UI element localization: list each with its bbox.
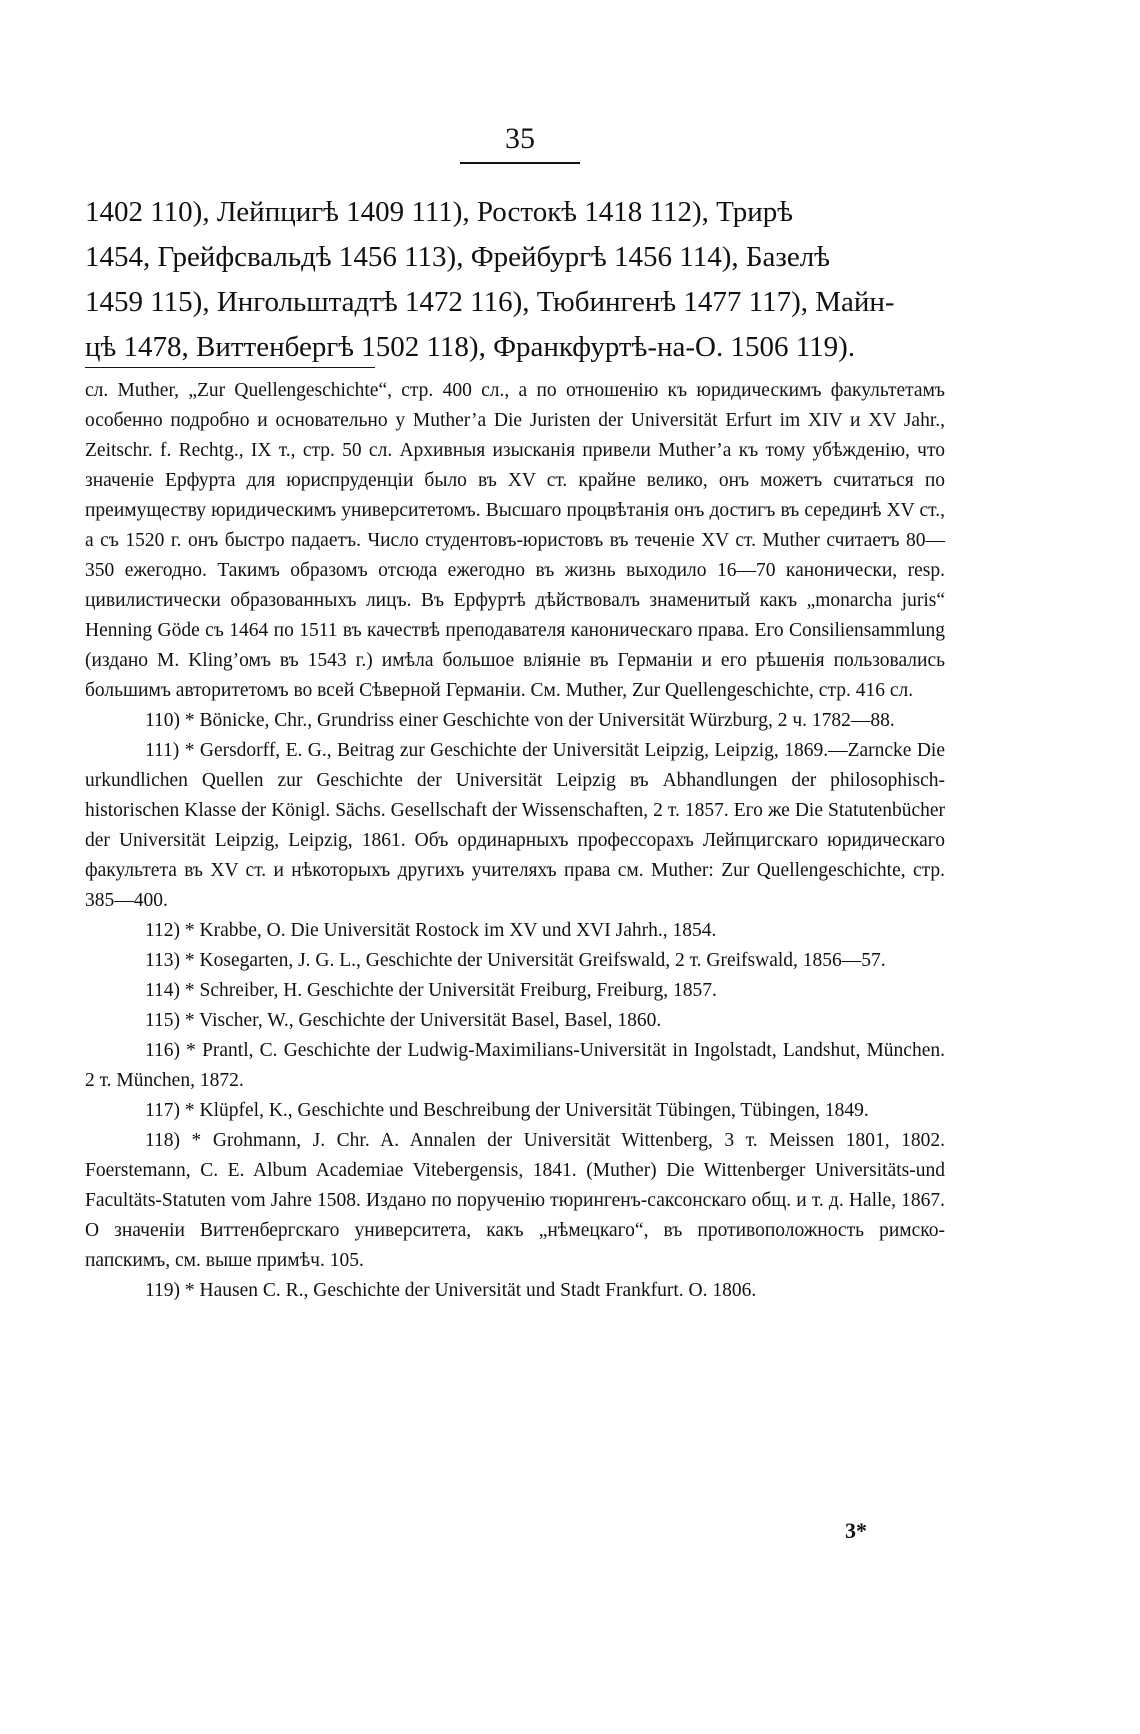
footnote-continuation: сл. Muther, „Zur Quellengeschichte“, стр. 400 сл., а по отношенію къ юридическимъ факультетамъ особенно подробно и основательно у Muther’a Die Juristen der Universität Erfurt im XIV и XV Jahr., Zeitschr. f. Rechtg., IX т., стр. 50 сл. Архивныя изысканія привели Muther’a къ тому убѣжденію, что значеніе Ерфурта для юриспруденціи было въ XV ст. крайне велико, онъ можетъ считаться по преимуществу юридическимъ университетомъ. Высшаго процвѣтанія онъ достигъ въ серединѣ XV ст., а съ 1520 г. онъ быстро падаетъ. Число студентовъ-юристовъ въ теченіе XV ст. Muther считаетъ 80—350 ежегодно. Такимъ образомъ отсюда ежегодно въ жизнь выходило 16—70 канонически, resp. цивилистически образованныхъ лицъ. Въ Ерфуртѣ дѣйствовалъ знаменитый какъ „monarcha juris“ Henning Göde съ 1464 по 1511 въ качествѣ преподавателя каноническаго права. Его Consiliensammlung (издано M. Kling’омъ въ 1543 г.) имѣла большое вліяніе въ Германіи и его рѣшенія пользовались большимъ авторитетомъ во всей Сѣверной Германіи. См. Muther, Zur Quellengeschichte, стр. 416 сл. (85, 380, 945, 701)
footnote-111: 111) * Gersdorff, E. G., Beitrag zur Geschichte der Universität Leipzig, Leipzig, 1869.—Zarncke Die urkundlichen Quellen zur Geschichte der Universität Leipzig въ Abhandlungen der philosophisch-historischen Klasse der Königl. Sächs. Gesellschaft der Wissenschaften, 2 т. 1857. Его же Die Statutenbücher der Universität Leipzig, Leipzig, 1861. Объ ординарныхъ профессорахъ Лейпцигскаго юридическаго факультета въ XV ст. и нѣкоторыхъ другихъ учителяхъ права см. Muther: Zur Quellengeschichte, стр. 385—400. (85, 740, 945, 911)
footnote-114: 114) * Schreiber, H. Geschichte der Universität Freiburg, Freiburg, 1857. (145, 980, 717, 1001)
footnote-117: 117) * Klüpfel, K., Geschichte und Beschreibung der Universität Tübingen, Tübingen, 1849. (145, 1100, 869, 1121)
body-line: цѣ 1478, Виттенбергѣ 1502 118), Франкфуртѣ-на-О. 1506 119). (85, 331, 856, 363)
main-text (85, 190, 945, 370)
footnotes (85, 376, 945, 1306)
page-number: 35 (505, 122, 535, 155)
body-line: 1402 110), Лейпцигѣ 1409 111), Ростокѣ 1418 112), Трирѣ (85, 196, 793, 228)
footnote-110: 110) * Bönicke, Chr., Grundriss einer Geschichte von der Universität Würzburg, 2 ч. 1782—88. (145, 710, 895, 731)
footnote-113: 113) * Kosegarten, J. G. L., Geschichte der Universität Greifswald, 2 т. Greifswald, 1856—57. (145, 950, 886, 971)
signature-mark: 3* (845, 1518, 867, 1543)
footnote-118: 118) * Grohmann, J. Chr. A. Annalen der Universität Wittenberg, 3 т. Meissen 1801, 1802. Foerstemann, C. E. Album Academiae Vitebergensis, 1841. (Muther) Die Wittenberger Universitäts-und Facultäts-Statuten vom Jahre 1508. Издано по порученію тюрингенъ-саксонскаго общ. и т. д. Halle, 1867. О значеніи Виттенбергскаго университета, какъ „нѣмецкаго“, въ противоположность римско-папскимъ, см. выше примѣч. 105. (85, 1130, 945, 1271)
footnote-116: 116) * Prantl, C. Geschichte der Ludwig-Maximilians-Universität in Ingolstadt, Landshut, München. 2 т. München, 1872. (85, 1040, 945, 1091)
footnote-115: 115) * Vischer, W., Geschichte der Universität Basel, Basel, 1860. (145, 1010, 662, 1031)
footnote-112: 112) * Krabbe, O. Die Universität Rostock im XV und XVI Jahrh., 1854. (145, 920, 717, 941)
top-rule (460, 162, 580, 164)
footnote-rule (85, 367, 375, 368)
body-line: 1454, Грейфсвальдѣ 1456 113), Фрейбургѣ 1456 114), Базелѣ (85, 241, 830, 273)
body-line: 1459 115), Ингольштадтѣ 1472 116), Тюбингенѣ 1477 117), Майн- (85, 286, 895, 318)
footnote-119: 119) * Hausen C. R., Geschichte der Universität und Stadt Frankfurt. O. 1806. (145, 1280, 757, 1301)
